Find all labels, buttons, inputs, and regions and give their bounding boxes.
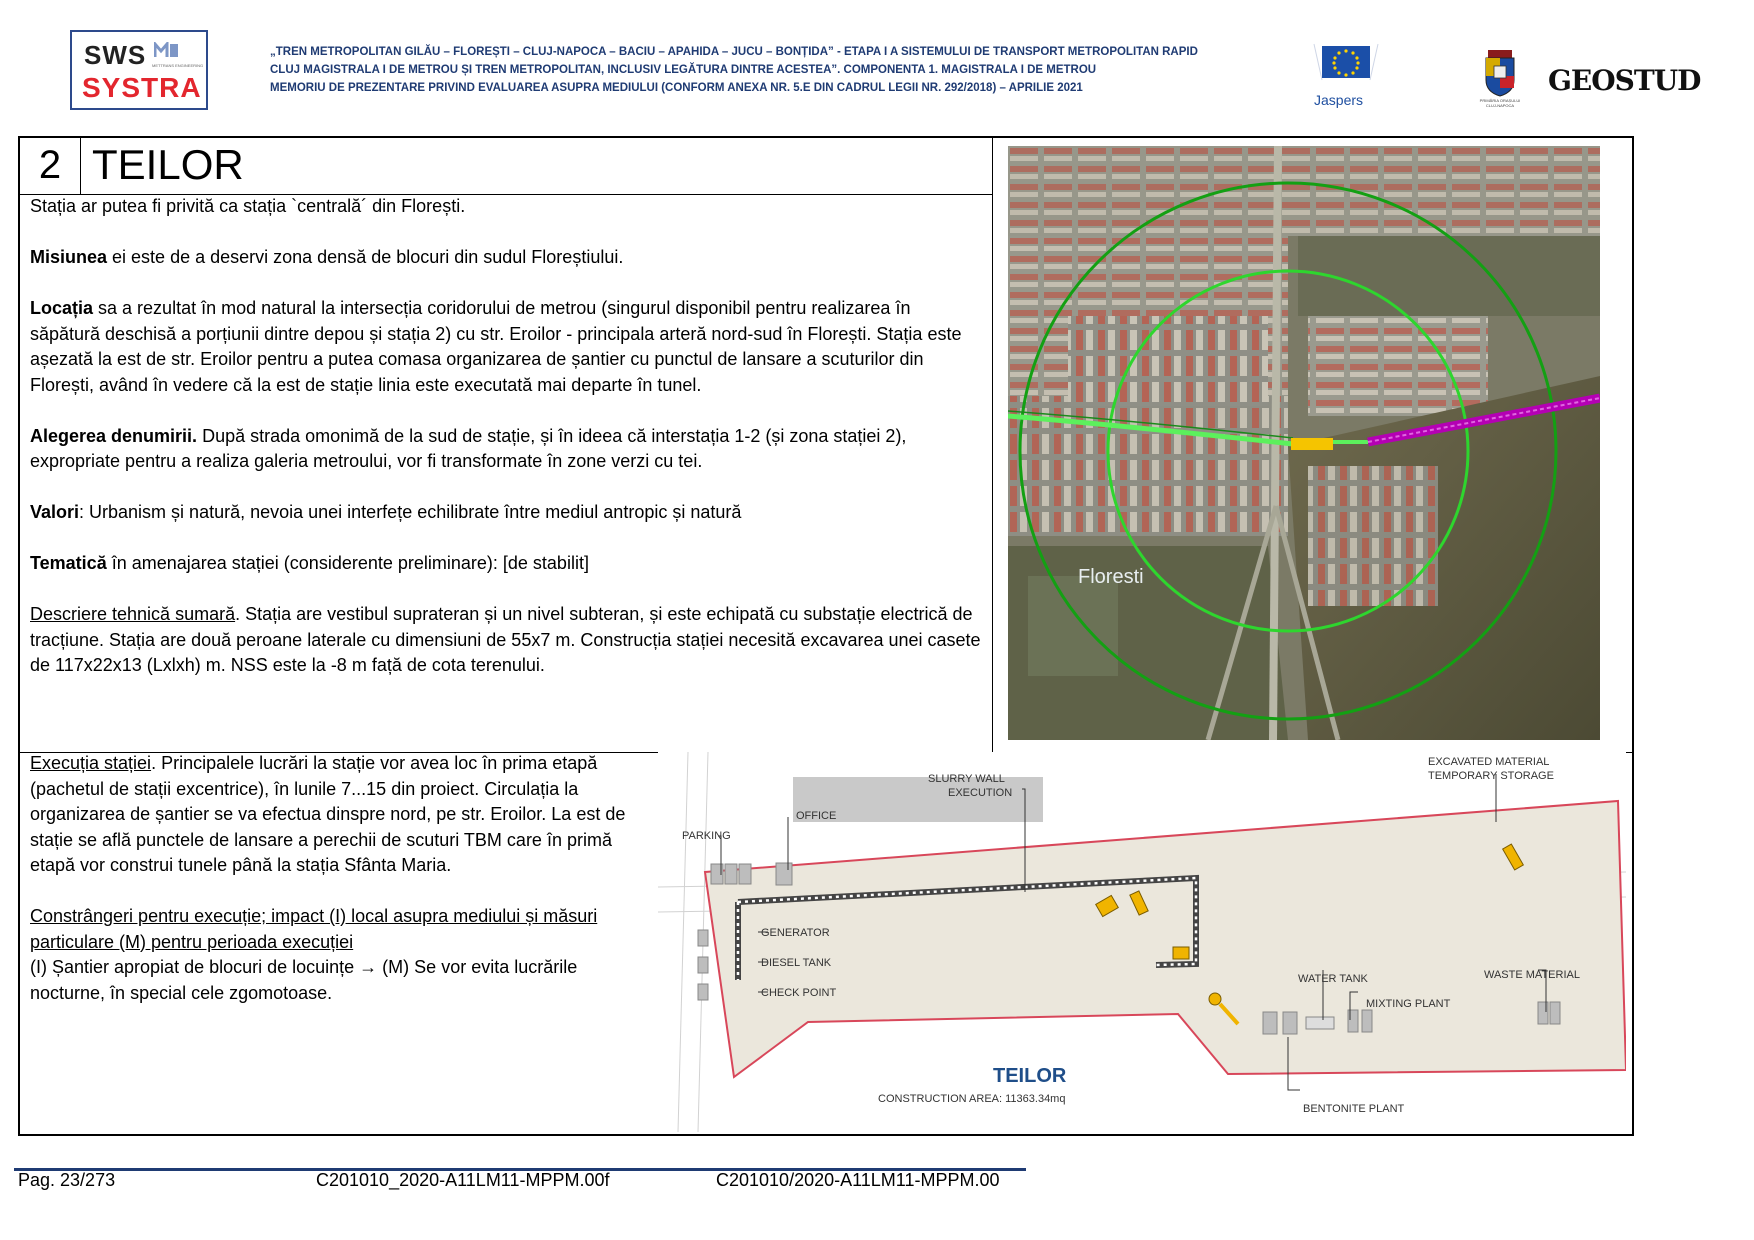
water-tank-label: WATER TANK [1298, 973, 1368, 985]
logo-sws-text: SWS [84, 40, 147, 70]
check-point-label: CHECK POINT [761, 987, 837, 999]
bentonite-plant-label: BENTONITE PLANT [1303, 1103, 1405, 1115]
number-divider [80, 138, 81, 194]
parking-label: PARKING [682, 830, 731, 842]
page-number: Pag. 23/273 [18, 1170, 116, 1190]
execution-text: . Principalele lucrări la stație vor avea loc în prima etapă (pachetul de stații excentrice), în lunile 7...15 din proiect. Circulația la organizarea de șantier se va efectua dinspre nord, pe str. Eroilor. La est de stație se află punctele de lansare a perechii de scuturi TBM care în primă etapă vor construi tunele până la stația Sfânta Maria. [30, 753, 626, 875]
header-line-2: CLUJ MAGISTRALA I DE METROU ȘI TREN METROPOLITAN, INCLUSIV LEGĂTURA DINTRE ACESTEA”. COMPONENTA 1. MAGISTRALA I DE METROU [270, 64, 1097, 76]
mixing-plant-label: MIXTING PLANT [1366, 998, 1451, 1010]
column-divider [992, 138, 993, 752]
location-label: Locația [30, 298, 94, 318]
execution-paragraph [30, 751, 650, 879]
metrans-logo-mark [154, 42, 180, 58]
values-label: Valori [30, 502, 80, 522]
naming-label: Alegerea denumirii. [30, 425, 198, 446]
diesel-tank-label: DIESEL TANK [761, 957, 832, 969]
document-code-1: C201010_2020-A11LM11-MPPM.00f [316, 1170, 610, 1190]
mission-paragraph [30, 245, 985, 271]
execution-label: Execuția stației [30, 753, 152, 773]
station-description [30, 194, 985, 704]
aerial-map [1008, 146, 1600, 740]
waste-material-label: WASTE MATERIAL [1484, 969, 1580, 981]
slurry-wall-label-1: SLURRY WALL [928, 773, 1005, 785]
values-paragraph [30, 500, 985, 526]
constraints-label: Constrângeri pentru execuție; impact (I) local asupra mediului și măsuri particulare (M) pentru perioada execuției [30, 906, 598, 952]
mission-label: Misiunea [30, 247, 108, 267]
constraints-paragraph [30, 904, 650, 1006]
execution-section [30, 751, 650, 1006]
plan-station-title: TEILOR [993, 1065, 1067, 1087]
document-code-2: C201010/2020-A11LM11-MPPM.00 [716, 1170, 1000, 1190]
jaspers-text: Jaspers [1314, 92, 1364, 108]
intro-paragraph: Stația ar putea fi privită ca stația `centrală´ din Florești. [30, 196, 466, 216]
technical-text: . Stația are vestibul suprateran și un nivel subteran, și este echipată cu substație electrică de tracțiune. Stația are două peroane laterale cu dimensiuni de 55x7 m. Construcția stației necesită excavarea unei casete de 117x22x13 (Lxlxh) m. NSS este la -8 m față de cota terenului. [30, 604, 981, 675]
station-number: 2 [38, 142, 62, 187]
crest-caption: PRIMĂRIA ORAȘULUI CLUJ-NAPOCA [1479, 98, 1521, 108]
site-plan [658, 752, 1626, 1132]
excavated-material-label-2: TEMPORARY STORAGE [1428, 770, 1554, 782]
values-text: : Urbanism și natură, nevoia unei interfețe echilibrate între mediul antropic și natură [79, 502, 742, 522]
theme-label: Tematică [30, 553, 107, 573]
construction-area-label: CONSTRUCTION AREA: 11363.34mq [878, 1093, 1066, 1105]
header-title-block [270, 43, 1270, 97]
location-text: sa a rezultat în mod natural la intersecția coridorului de metrou (singurul disponibil pentru realizarea în săpătură deschisă a porțiunii dintre depou și stația 2) cu str. Eroilor - principala arteră nord-sud în Florești. Stația este așezată la est de str. Eroilor pentru a putea comasa organizarea de șantier cu punctul de lansare a scuturilor din Florești, având în vedere că la est de stație linia este executată mai departe în tunel. [30, 298, 962, 395]
coat-of-arms-icon [1480, 48, 1520, 98]
utility-units [698, 930, 708, 1000]
cluj-coat-of-arms [1480, 48, 1520, 108]
technical-paragraph [30, 602, 985, 679]
generator-label: GENERATOR [761, 927, 830, 939]
geostud-logo [1548, 62, 1701, 106]
excavated-material-label-1: EXCAVATED MATERIAL [1428, 756, 1550, 768]
location-paragraph [30, 296, 985, 398]
map-place-label: Floresti [1078, 566, 1144, 588]
header-line-1: „TREN METROPOLITAN GILĂU – FLOREȘTI – CLUJ-NAPOCA – BACIU – APAHIDA – JUCU – BONȚIDA” - ETAPA I A SISTEMULUI DE TRANSPORT METROPOLITAN RAPID [270, 46, 1198, 58]
logo-systra-text: SYSTRA [82, 72, 202, 103]
slurry-wall-label-2: EXECUTION [948, 787, 1013, 799]
naming-paragraph [30, 424, 985, 475]
naming-text: După strada omonimă de la sud de stație, și în ideea că interstația 1-2 (și zona stației 2), expropriate pentru a realiza galeria metroului, vor fi transformate în zone verzi cu tei. [30, 425, 907, 471]
eu-flag-icon [1310, 40, 1400, 90]
impact-text: (I) Șantier apropiat de blocuri de locuințe → (M) Se vor evita lucrările nocturne, în special cele zgomotoase. [30, 957, 578, 1003]
mission-text: ei este de a deservi zona densă de blocuri din sudul Floreștiului. [107, 247, 624, 267]
technical-label: Descriere tehnică sumară [30, 604, 236, 624]
geostud-text: GEOSTUD [1548, 64, 1701, 97]
parking-area [711, 863, 792, 885]
theme-text: în amenajarea stației (considerente preliminare): [de stabilit] [106, 553, 589, 573]
logo-subtitle: METTRANS ENGINEERING [152, 63, 204, 68]
theme-paragraph [30, 551, 985, 577]
header-line-3: MEMORIU DE PREZENTARE PRIVIND EVALUAREA ASUPRA MEDIULUI (CONFORM ANEXA NR. 5.E DIN CADRUL LEGII NR. 292/2018) – APRILIE 2021 [270, 82, 1083, 94]
sws-systra-logo [70, 30, 208, 110]
station-title: TEILOR [92, 141, 244, 188]
station-footprint [1291, 438, 1333, 450]
eu-jaspers-logo [1310, 40, 1400, 120]
office-label: OFFICE [796, 810, 837, 822]
